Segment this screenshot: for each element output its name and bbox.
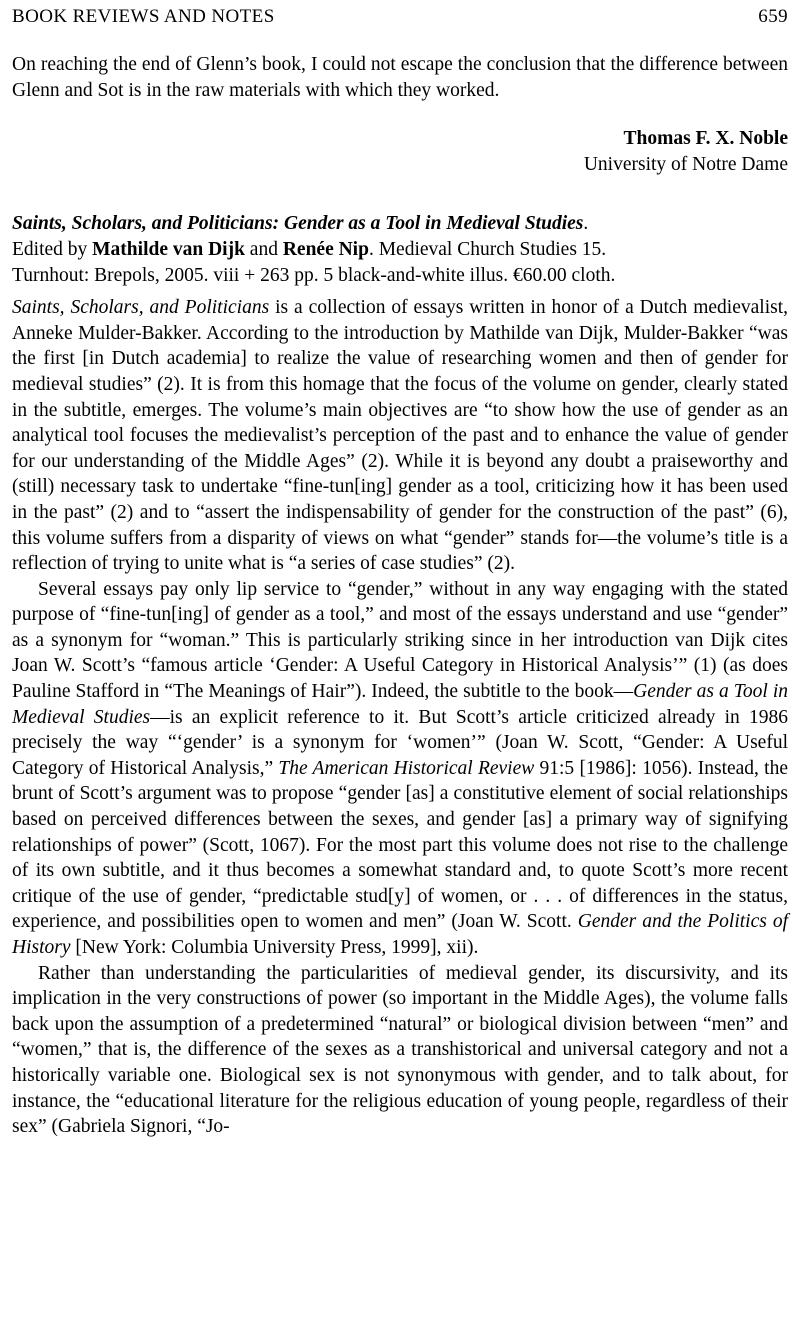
page-number: 659 xyxy=(758,6,788,27)
review-heading-line-2 xyxy=(12,237,788,263)
review-paragraph-1-lead-title: Saints, Scholars, and Politicians xyxy=(12,297,270,319)
review-heading xyxy=(12,211,788,288)
review-paragraph-2-italic-3: Gender and the Politics of History xyxy=(12,911,788,958)
review-title-period: . xyxy=(583,213,589,235)
editor-conjunction: and xyxy=(244,238,283,260)
editor-name-1: Mathilde van Dijk xyxy=(92,238,245,260)
previous-review-signature-name: Thomas F. X. Noble xyxy=(623,128,788,150)
review-paragraph-2-segment-4: [New York: Columbia University Press, 1999], xii). xyxy=(70,937,479,958)
review-paragraph-2-segment-1: Several essays pay only lip service to “gender,” without in any way engaging with the stated purpose of “fine-tun[ing] of gender as a tool,” and most of the essays understand and use “gender” as a synonym for “woman.” This is particularly striking since in her introduction van Dijk cites Joan W. Scott’s “famous article ‘Gender: A Useful Category in Historical Analysis’” (1) (as does Pauline Stafford in “The Meanings of Hair”). Indeed, the subtitle to the book— xyxy=(12,578,788,703)
review-paragraph-2-segment-2: —is an explicit reference to it. But Scott’s article criticized already in 1986 precisely the way “‘gender’ is a synonym for ‘women’” (Joan W. Scott, “Gender: A Useful Category of Historical Analysis,” xyxy=(12,706,789,779)
previous-review-signature-affiliation: University of Notre Dame xyxy=(583,153,788,175)
running-head xyxy=(12,6,788,28)
series-info: . Medieval Church Studies 15. xyxy=(368,238,607,260)
review-paragraph-1-text: is a collection of essays written in honor of a Dutch medievalist, Anneke Mulder-Bakker. According to the introduction by Mathilde van Dijk, Mulder-Bakker “was the first [in Dutch academia] to realize the value of researching women and then of gender for medieval studies” (2). It is from this homage that the focus of the volume on gender, clearly stated in the subtitle, emerges. The volume’s main objectives are “to show how the use of gender as an analytical tool focuses the medievalist’s perception of the past and to enhance the value of gender for our understanding of the Middle Ages” (2). While it is beyond any doubt a praiseworthy and (still) necessary task to undertake “fine-tun[ing] gender as a tool, criticizing how it has been used in the past” (2) and to “assert the indispensability of gender for the construction of the past” (6), this volume suffers from a disparity of views on what “gender” stands for—the volume’s title is a reflection of trying to unite what is “a series of case studies” (2). xyxy=(12,297,788,575)
review-paragraph-3: Rather than understanding the particularities of medieval gender, its discursivity, and its implication in the very constructions of power (so important in the Middle Ages), the volume falls back upon the assumption of a predetermined “natural” or biological division between “men” and “women,” that is, the difference of the sexes as a transhistorical and universal category and not a historically variable one. Biological sex is not synonymous with gender, and to talk about, for instance, the “educational literature for the religious education of young people, regardless of their sex” (Gabriela Signori, “Jo- xyxy=(12,962,788,1138)
review-paragraph-1 xyxy=(12,295,788,577)
review-paragraph-2-italic-1: Gender as a Tool in Medieval Studies xyxy=(12,681,788,728)
review-paragraph-2-segment-3: 91:5 [1986]: 1056). Instead, the brunt of Scott’s argument was to propose “gender [as] a constitutive element of social relationships based on perceived differences between the sexes, and gender [as] a primary way of signifying relationships of power” (Scott, 1067). For the most part this volume does not rise to the challenge of its own subtitle, and it thus becomes a somewhat standard and, to quote Scott’s more recent critique of the use of gender, “predictable stud[y] of women, or . . . of differences in the status, experience, and possibilities open to women and men” (Joan W. Scott. xyxy=(12,757,789,933)
review-title: Saints, Scholars, and Politicians: Gender as a Tool in Medieval Studies xyxy=(12,213,584,235)
review-paragraph-2 xyxy=(12,577,788,961)
previous-review-closing-paragraph: On reaching the end of Glenn’s book, I could not escape the conclusion that the difference between Glenn and Sot is in the raw materials with which they worked. xyxy=(12,54,788,101)
running-head-title: BOOK REVIEWS AND NOTES xyxy=(12,6,275,27)
editor-prefix: Edited by xyxy=(12,238,93,260)
editor-name-2: Renée Nip xyxy=(282,238,369,260)
review-heading-line-1 xyxy=(12,211,788,237)
review-heading-line-3: Turnhout: Brepols, 2005. viii + 263 pp. 5 black-and-white illus. €60.00 cloth. xyxy=(12,264,616,286)
review-paragraph-2-italic-2: The American Historical Review xyxy=(278,757,535,779)
page-body xyxy=(12,52,788,1140)
